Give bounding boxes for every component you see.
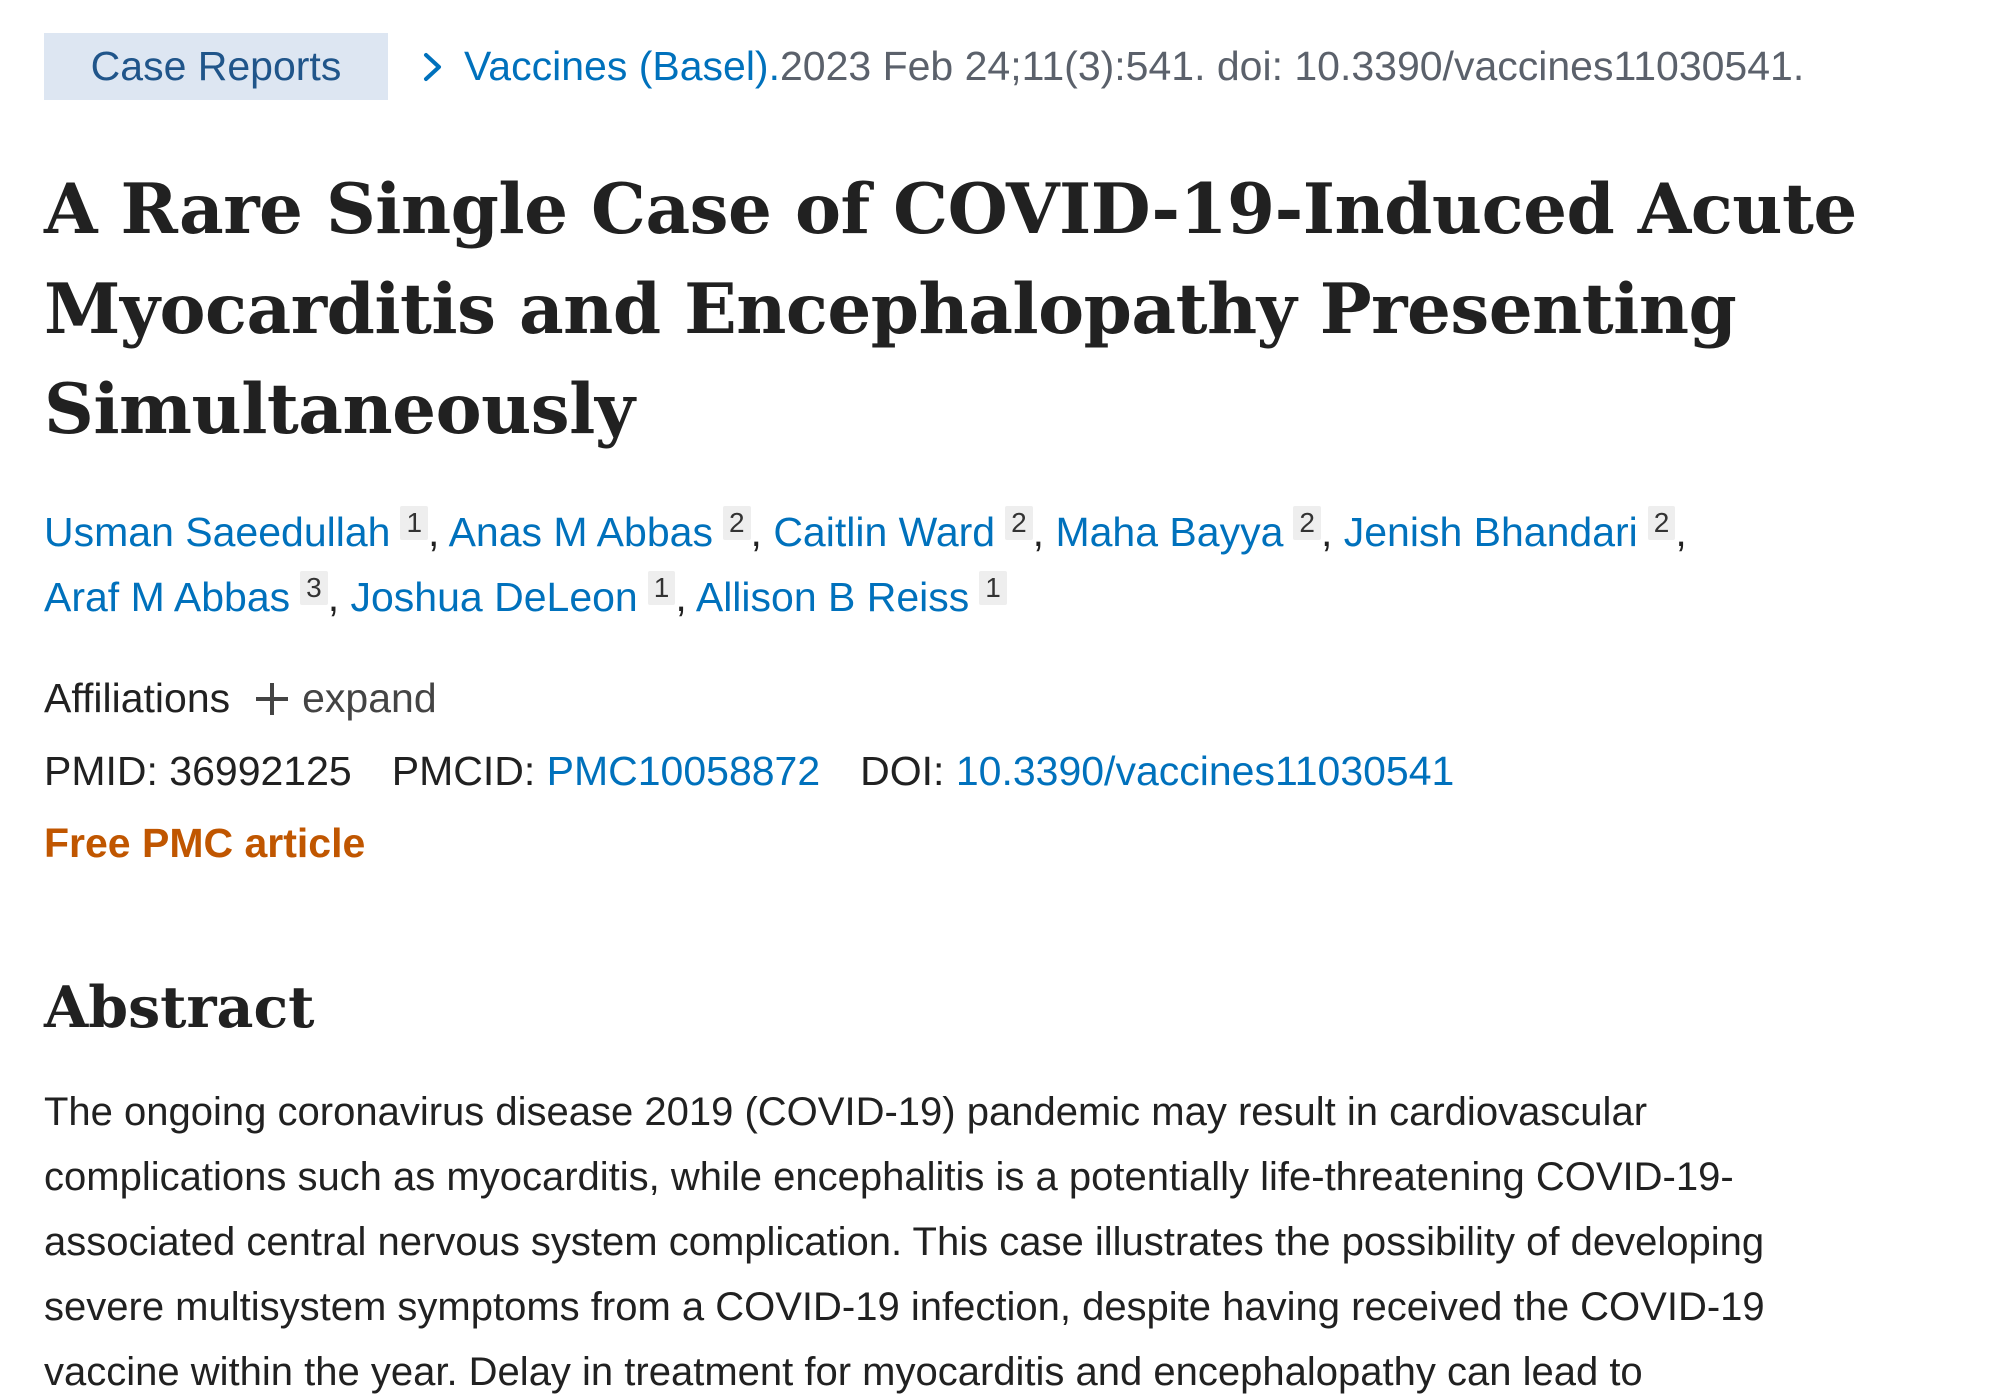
author-item: Araf M Abbas 3 , [44, 572, 351, 620]
author-link[interactable]: Jenish Bhandari [1343, 509, 1638, 555]
publication-type-badge[interactable]: Case Reports [44, 33, 388, 100]
author-item: Anas M Abbas 2 , [448, 507, 774, 555]
affiliation-number[interactable]: 1 [648, 571, 676, 605]
identifiers-row [44, 748, 1454, 795]
author-link[interactable]: Maha Bayya [1055, 509, 1284, 555]
journal-link[interactable]: Vaccines (Basel). [464, 43, 780, 89]
affiliation-number[interactable]: 1 [400, 506, 428, 540]
author-item [696, 574, 1007, 620]
pmcid-link[interactable]: PMC10058872 [546, 748, 821, 794]
pmid-label: PMID: [44, 748, 170, 794]
affiliation-number[interactable]: 2 [1293, 506, 1321, 540]
author-item: Caitlin Ward 2 , [773, 507, 1056, 555]
author-item: Joshua DeLeon 1 , [350, 572, 696, 620]
abstract-line: associated central nervous system complication. This case illustrates the possibility of developing [44, 1220, 1765, 1264]
author-link[interactable]: Anas M Abbas [448, 509, 713, 555]
pmid-value: 36992125 [169, 748, 352, 794]
abstract-line: The ongoing coronavirus disease 2019 (COVID-19) pandemic may result in cardiovascular [44, 1090, 1648, 1134]
pmcid-label: PMCID: [391, 748, 547, 794]
author-link[interactable]: Joshua DeLeon [350, 574, 638, 620]
affiliation-number[interactable]: 2 [1648, 506, 1676, 540]
affiliation-number[interactable]: 3 [300, 571, 328, 605]
abstract-text [44, 1080, 1974, 1398]
article-title: A Rare Single Case of COVID-19-Induced Acute Myocarditis and Encephalopathy Presenting Simultaneously [44, 169, 1857, 450]
author-link[interactable]: Usman Saeedullah [44, 509, 391, 555]
expand-label: expand [302, 675, 437, 721]
author-item: Usman Saeedullah 1 , [44, 507, 449, 555]
doi-link[interactable]: 10.3390/vaccines11030541 [955, 748, 1455, 794]
affiliation-number[interactable]: 2 [723, 506, 751, 540]
affiliation-number[interactable]: 2 [1005, 506, 1033, 540]
author-list [44, 500, 1944, 630]
author-item: Maha Bayya 2 , [1055, 507, 1344, 555]
chevron-right-icon [420, 47, 450, 87]
author-link[interactable]: Allison B Reiss [695, 574, 970, 620]
affiliation-number[interactable]: 1 [979, 571, 1007, 605]
free-pmc-article-label: Free PMC article [44, 820, 366, 866]
affiliations-expand-button[interactable] [256, 675, 437, 722]
citation-details: 2023 Feb 24;11(3):541. doi: 10.3390/vaccines11030541. [779, 43, 1805, 89]
doi-label: DOI: [860, 748, 956, 794]
affiliations-row [44, 675, 437, 722]
plus-icon [256, 683, 288, 715]
abstract-heading: Abstract [44, 974, 315, 1041]
citation-row [44, 33, 1804, 100]
abstract-line: complications such as myocarditis, while encephalitis is a potentially life-threatening COVID-19- [44, 1155, 1734, 1199]
author-link[interactable]: Araf M Abbas [44, 574, 291, 620]
affiliations-label: Affiliations [44, 675, 231, 721]
abstract-line: severe multisystem symptoms from a COVID-19 infection, despite having received the COVID-19 [44, 1285, 1765, 1329]
author-link[interactable]: Caitlin Ward [773, 509, 996, 555]
abstract-line: vaccine within the year. Delay in treatment for myocarditis and encephalopathy can lead to [44, 1350, 1643, 1394]
author-item: Jenish Bhandari 2 , [1343, 507, 1687, 555]
